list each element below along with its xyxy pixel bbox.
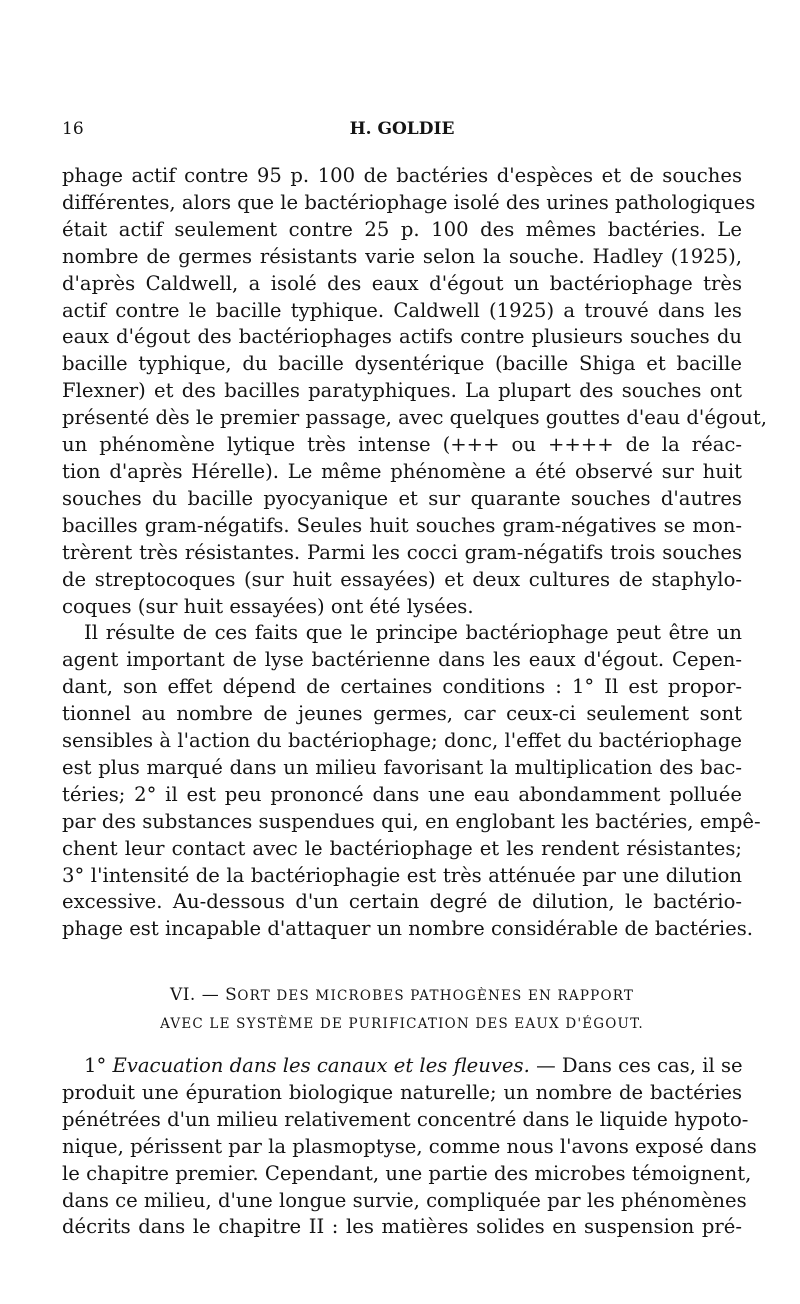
text-line: le chapitre premier. Cependant, une partie des microbes témoignent, — [62, 1161, 752, 1185]
text-line: un phénomène lytique très intense (+++ ou ++++ de la réac- — [62, 433, 742, 457]
text-line: téries; 2° il est peu prononcé dans une eau abondamment polluée — [62, 782, 742, 806]
text-line: excessive. Au-dessous d'un certain degré de dilution, le bactério- — [62, 890, 742, 914]
text-line: dans ce milieu, d'une longue survie, compliquée par les phénomènes — [62, 1188, 747, 1212]
text-line: nombre de germes résistants varie selon la souche. Hadley (1925), — [62, 244, 742, 268]
section-heading — [62, 982, 742, 1035]
text-line: agent important de lyse bactérienne dans les eaux d'égout. Cepen- — [62, 648, 742, 672]
text-span: — Dans ces cas, il se — [536, 1054, 743, 1077]
section-title-initial: S — [225, 985, 238, 1005]
text-line: souches du bacille pyocyanique et sur quarante souches d'autres — [62, 486, 742, 510]
subsection-heading: Evacuation dans les canaux et les fleuves. — [112, 1054, 530, 1077]
text-line — [62, 1053, 742, 1080]
text-line: phage actif contre 95 p. 100 de bactéries d'espèces et de souches — [62, 164, 742, 187]
text-line: actif contre le bacille typhique. Caldwell (1925) a trouvé dans les — [62, 298, 742, 322]
page-number: 16 — [62, 119, 84, 139]
text-line: 3° l'intensité de la bactériophagie est très atténuée par une dilution — [62, 863, 742, 887]
text-line: était actif seulement contre 25 p. 100 des mêmes bactéries. Le — [62, 217, 742, 241]
text-line: eaux d'égout des bactériophages actifs contre plusieurs souches du — [62, 325, 742, 349]
text-line: différentes, alors que le bactériophage isolé des urines pathologiques — [62, 190, 756, 214]
text-line: dant, son effet dépend de certaines conditions : 1° Il est propor- — [62, 675, 742, 699]
text-line: coques (sur huit essayées) ont été lysées. — [62, 594, 474, 618]
subsection-number: 1° — [84, 1054, 107, 1077]
text-line: chent leur contact avec le bactériophage et les rendent résistantes; — [62, 836, 742, 860]
text-line: bacilles gram-négatifs. Seules huit souches gram-négatives se mon- — [62, 513, 742, 537]
text-line: nique, périssent par la plasmoptyse, comme nous l'avons exposé dans — [62, 1134, 757, 1158]
text-line: décrits dans le chapitre II : les matières solides en suspension pré- — [62, 1215, 742, 1239]
text-line: d'après Caldwell, a isolé des eaux d'égout un bactériophage très — [62, 271, 742, 295]
text-line: tionnel au nombre de jeunes germes, car ceux-ci seulement sont — [62, 702, 742, 726]
page-header — [62, 116, 742, 142]
text-line: sensibles à l'action du bactériophage; donc, l'effet du bactériophage — [62, 729, 742, 753]
paragraph-3 — [62, 1053, 757, 1241]
text-line: tion d'après Hérelle). Le même phénomène a été observé sur huit — [62, 459, 742, 483]
text-line: trèrent très résistantes. Parmi les cocci gram-négatifs trois souches — [62, 540, 742, 564]
text-line: Il résulte de ces faits que le principe bactériophage peut être un — [84, 621, 742, 645]
text-line: présenté dès le premier passage, avec quelques gouttes d'eau d'égout, — [62, 406, 767, 430]
section-title-line-1: ORT DES MICROBES PATHOGÈNES EN RAPPORT — [237, 988, 635, 1004]
paragraph-2 — [62, 620, 761, 943]
paragraph-1 — [62, 163, 767, 620]
section-heading-line-1 — [62, 982, 742, 1009]
running-title: H. GOLDIE — [349, 119, 455, 139]
text-line: Flexner) et des bacilles paratyphiques. La plupart des souches ont — [62, 379, 742, 403]
text-line: bacille typhique, du bacille dysentérique (bacille Shiga et bacille — [62, 352, 742, 376]
section-title-line-2: AVEC LE SYSTÈME DE PURIFICATION DES EAUX D'ÉGOUT. — [160, 1016, 644, 1032]
text-line: produit une épuration biologique naturelle; un nombre de bactéries — [62, 1080, 742, 1104]
body-text-upper — [62, 163, 767, 943]
text-line: de streptocoques (sur huit essayées) et deux cultures de staphylo- — [62, 567, 742, 591]
section-number: VI. — — [169, 985, 220, 1005]
text-line: pénétrées d'un milieu relativement concentré dans le liquide hypoto- — [62, 1107, 749, 1131]
text-line: phage est incapable d'attaquer un nombre considérable de bactéries. — [62, 917, 754, 941]
text-line: par des substances suspendues qui, en englobant les bactéries, empê- — [62, 809, 761, 833]
text-line: est plus marqué dans un milieu favorisant la multiplication des bac- — [62, 755, 742, 779]
